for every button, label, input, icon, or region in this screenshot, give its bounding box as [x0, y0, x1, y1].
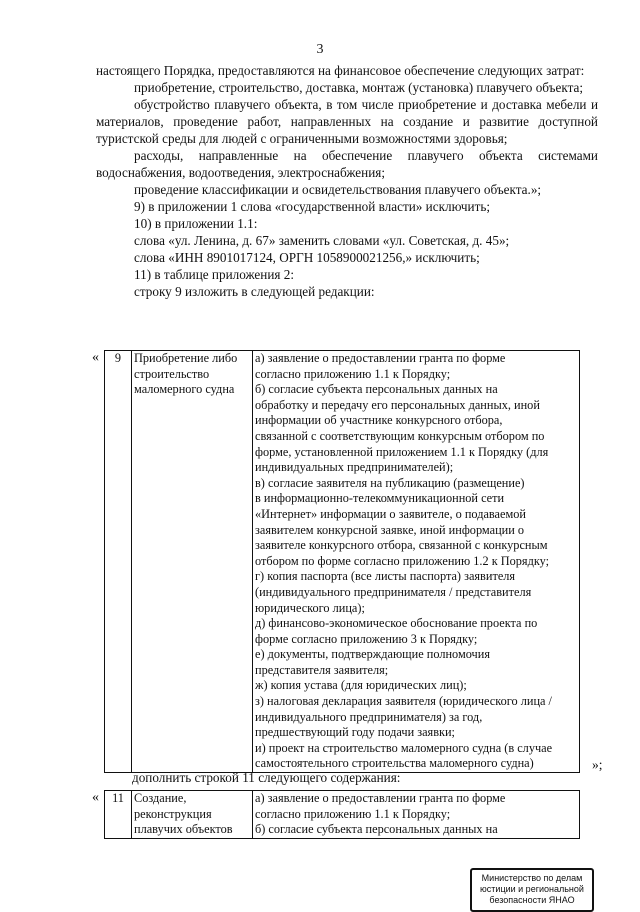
paragraph: строку 9 изложить в следующей редакции:: [134, 284, 375, 299]
stamp-line: юстиции и региональной: [480, 884, 584, 894]
doc-line: з) налоговая декларация заявителя (юридического лица /: [255, 694, 552, 709]
name-line: Приобретение либо: [134, 351, 238, 365]
doc-line: согласно приложению 1.1 к Порядку;: [255, 366, 451, 381]
doc-line: и) проект на строительство маломерного судна (в случае: [255, 740, 553, 755]
paragraph: 9) в приложении 1 слова «государственной власти» исключить;: [134, 199, 491, 214]
paragraph: расходы, направленные на обеспечение плавучего объекта системами водоснабжения, водоотведения, электроснабжения;: [96, 148, 598, 180]
doc-line: обработку и передачу его персональных данных, иной: [255, 397, 540, 412]
name-line: строительство: [134, 366, 210, 381]
stamp-line: безопасности ЯНАО: [489, 895, 575, 905]
doc-line: предшествующий году подачи заявки;: [255, 725, 455, 740]
doc-line: б) согласие субъекта персональных данных на: [255, 822, 498, 837]
paragraph: 10) в приложении 1.1:: [134, 216, 258, 231]
doc-line: ж) копия устава (для юридических лиц);: [255, 678, 467, 693]
doc-line: (индивидуального предпринимателя / представителя: [255, 584, 532, 599]
doc-line: индивидуальных предпринимателей);: [255, 460, 454, 475]
doc-line: а) заявление о предоставлении гранта по форме: [255, 791, 506, 805]
body-text: [96, 62, 598, 300]
doc-line: заявителем конкурсной заявке, иной информации о: [255, 522, 525, 537]
row-number: 9: [105, 351, 132, 773]
doc-line: в информационно-телекоммуникационной сети: [255, 491, 505, 506]
doc-line: согласно приложению 1.1 к Порядку;: [255, 806, 451, 821]
doc-line: б) согласие субъекта персональных данных на: [255, 382, 498, 397]
paragraph: 11) в таблице приложения 2:: [134, 267, 294, 282]
doc-line: в) согласие заявителя на публикацию (размещение): [255, 475, 525, 490]
table-row-11: [92, 790, 580, 839]
doc-line: а) заявление о предоставлении гранта по форме: [255, 351, 506, 365]
table-row-9: [92, 350, 603, 773]
row-number: 11: [105, 791, 132, 839]
doc-line: е) документы, подтверждающие полномочия: [255, 647, 490, 662]
doc-line: юридического лица);: [255, 600, 365, 615]
name-line: маломерного судна: [134, 382, 235, 397]
paragraph: слова «ИНН 8901017124, ОРГН 1058900021256,» исключить;: [134, 250, 480, 265]
registration-stamp: [470, 868, 594, 912]
doc-line: д) финансово-экономическое обоснование проекта по: [255, 616, 538, 631]
name-line: плавучих объектов: [134, 822, 233, 837]
paragraph: настоящего Порядка, предоставляются на финансовое обеспечение следующих затрат:: [96, 63, 585, 78]
open-quote: «: [92, 350, 99, 365]
paragraph: обустройство плавучего объекта, в том числе приобретение и доставка мебели и материалов, проведение работ, направленных на создание и развитие доступной туристской среды для людей с ограниченными возможностями здоровья;: [96, 97, 598, 146]
doc-line: заявителе конкурсного отбора, связанной с конкурсным: [255, 538, 548, 553]
appendix-table-row-11: [104, 790, 580, 839]
table-row: [105, 351, 580, 773]
doc-line: форме согласно приложению 3 к Порядку;: [255, 631, 478, 646]
row-name: [132, 791, 253, 839]
paragraph: слова «ул. Ленина, д. 67» заменить словами «ул. Советская, д. 45»;: [134, 233, 510, 248]
name-line: Создание,: [134, 791, 187, 805]
doc-line: отбором по форме согласно приложению 1.2 к Порядку;: [255, 553, 550, 568]
table-row: [105, 791, 580, 839]
paragraph: приобретение, строительство, доставка, монтаж (установка) плавучего объекта;: [134, 80, 584, 95]
doc-line: информации об участнике конкурсного отбора,: [255, 413, 503, 428]
row-documents: [253, 791, 580, 839]
row-name: [132, 351, 253, 773]
paragraph: проведение классификации и освидетельствования плавучего объекта.»;: [134, 182, 542, 197]
close-quote: »;: [592, 757, 603, 773]
page-number: 3: [316, 42, 324, 57]
row-documents: [253, 351, 580, 773]
doc-line: связанной с соответствующим конкурсным отбором по: [255, 428, 545, 443]
doc-line: представителя заявителя;: [255, 662, 389, 677]
doc-line: форме, установленной приложением 1.1 к Порядку (для: [255, 444, 549, 459]
name-line: реконструкция: [134, 806, 212, 821]
doc-line: г) копия паспорта (все листы паспорта) заявителя: [255, 569, 516, 584]
appendix-table-row-9: [104, 350, 580, 773]
doc-line: самостоятельного строительства маломерного судна): [255, 756, 534, 771]
doc-line: «Интернет» информации о заявителе, о подаваемой: [255, 506, 526, 521]
open-quote: «: [92, 790, 99, 805]
doc-line: индивидуального предпринимателя) за год,: [255, 709, 483, 724]
append-row-text: дополнить строкой 11 следующего содержания:: [132, 770, 401, 785]
stamp-line: Министерство по делам: [481, 873, 583, 883]
